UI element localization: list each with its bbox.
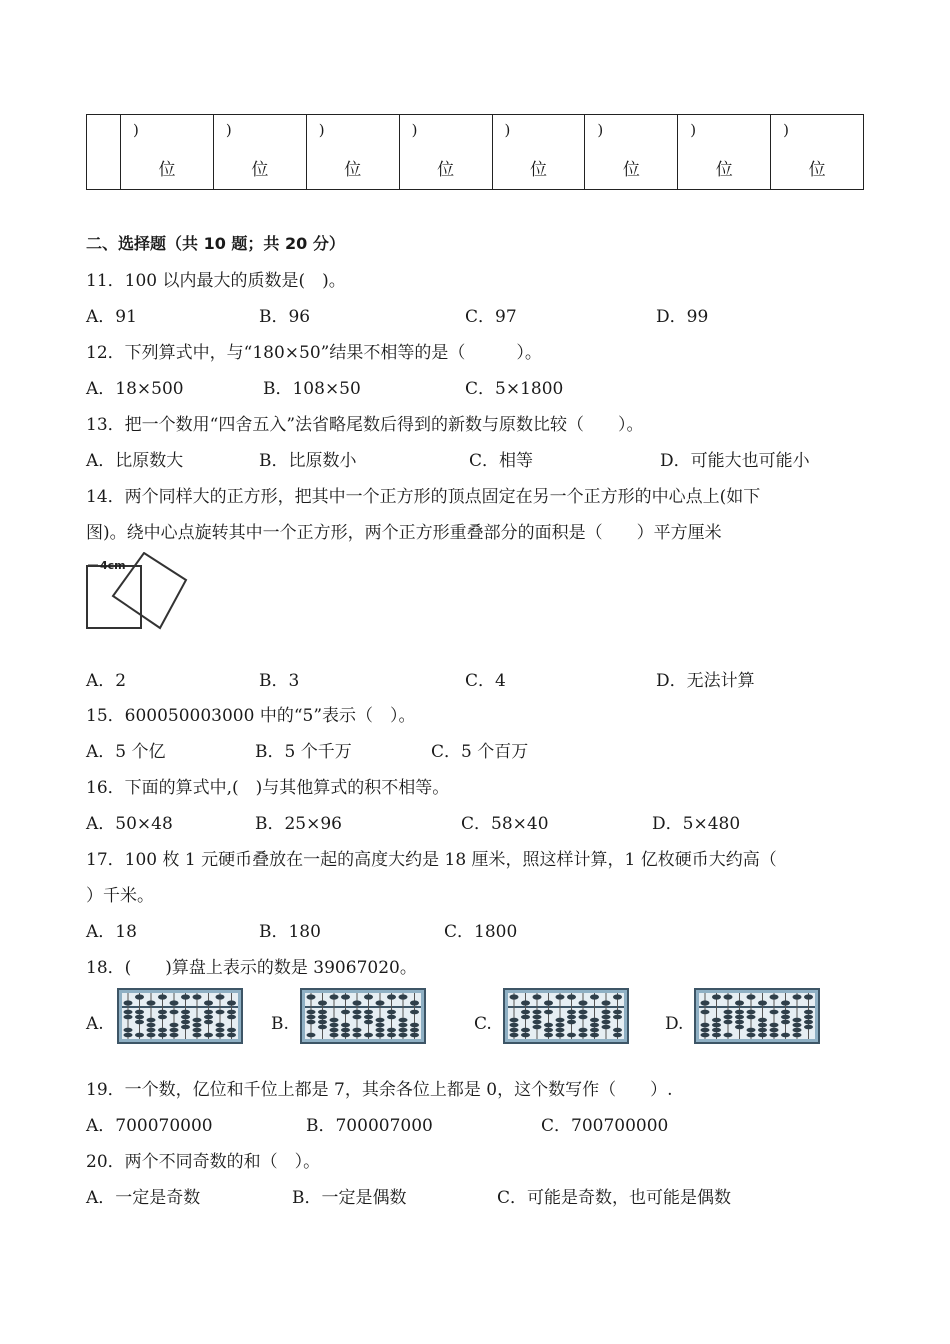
place-cell: ) 位 (492, 115, 585, 190)
abacus-lower-bead (376, 1033, 385, 1038)
question-19-stem: 19．一个数，亿位和千位上都是 7，其余各位上都是 0，这个数写作（ ）. (86, 1080, 673, 1100)
abacus-lower-bead (341, 1023, 350, 1028)
abacus-upper-bead (307, 994, 316, 999)
abacus-lower-bead (181, 1010, 190, 1015)
place-cell: ) 位 (678, 115, 771, 190)
place-value-table (86, 114, 864, 190)
abacus-lower-bead (701, 1010, 710, 1015)
abacus-lower-bead (364, 1033, 373, 1038)
abacus-upper-bead (510, 994, 519, 999)
abacus-lower-bead (318, 1020, 327, 1025)
q17-option-b: B．180 (259, 922, 321, 942)
abacus-upper-bead (735, 1000, 744, 1005)
abacus-lower-bead (747, 1015, 756, 1020)
question-14-stem-line-2: 图)。绕中心点旋转其中一个正方形，两个正方形重叠部分的面积是（ ）平方厘米 (86, 523, 722, 543)
abacus-lower-bead (701, 1028, 710, 1033)
abacus-lower-bead (227, 1033, 236, 1038)
q12-option-b: B．108×50 (263, 379, 361, 399)
question-14-stem-line-1: 14．两个同样大的正方形，把其中一个正方形的顶点固定在另一个正方形的中心点上(如下 (86, 487, 761, 507)
abacus-lower-bead (204, 1015, 213, 1020)
question-17-stem-line-2: ）千米。 (86, 886, 154, 906)
abacus-lower-bead (158, 1028, 167, 1033)
abacus-lower-bead (521, 1015, 530, 1020)
abacus-lower-bead (135, 1020, 144, 1025)
abacus-lower-bead (735, 1020, 744, 1025)
place-cell: ) 位 (771, 115, 864, 190)
abacus-lower-bead (158, 1015, 167, 1020)
abacus-lower-bead (613, 1028, 622, 1033)
abacus-lower-bead (556, 1018, 565, 1023)
abacus-lower-bead (135, 1015, 144, 1020)
abacus-upper-bead (712, 994, 721, 999)
abacus-upper-bead (135, 994, 144, 999)
abacus-lower-bead (158, 1010, 167, 1015)
q17-option-a: A．18 (86, 922, 137, 942)
q14-option-b: B．3 (259, 671, 300, 691)
abacus-lower-bead (170, 1033, 179, 1038)
q20-option-c: C．可能是奇数，也可能是偶数 (497, 1188, 732, 1208)
abacus-lower-bead (781, 1033, 790, 1038)
abacus-lower-bead (510, 1023, 519, 1028)
abacus-lower-bead (567, 1015, 576, 1020)
abacus-lower-bead (170, 1010, 179, 1015)
abacus-lower-bead (204, 1010, 213, 1015)
abacus-lower-bead (747, 1010, 756, 1015)
place-cell: ) 位 (213, 115, 306, 190)
abacus-lower-bead (781, 1015, 790, 1020)
abacus-lower-bead (410, 1028, 419, 1033)
abacus-lower-bead (544, 1023, 553, 1028)
abacus-lower-bead (216, 1023, 225, 1028)
abacus-lower-bead (712, 1023, 721, 1028)
abacus-lower-bead (712, 1028, 721, 1033)
abacus-upper-bead (793, 994, 802, 999)
abacus-lower-bead (747, 1028, 756, 1033)
abacus-lower-bead (712, 1018, 721, 1023)
abacus-lower-bead (318, 1015, 327, 1020)
abacus-lower-bead (724, 1015, 733, 1020)
abacus-lower-bead (770, 1033, 779, 1038)
abacus-lower-bead (602, 1020, 611, 1025)
abacus-lower-bead (533, 1010, 542, 1015)
abacus-upper-bead (770, 994, 779, 999)
q18-option-d: D. (665, 1014, 684, 1034)
abacus-lower-bead (376, 1028, 385, 1033)
abacus-upper-bead (544, 1000, 553, 1005)
question-12-stem: 12．下列算式中，与“180×50”结果不相等的是（ ）。 (86, 343, 542, 363)
q12-option-c: C．5×1800 (465, 379, 564, 399)
abacus-lower-bead (521, 1010, 530, 1015)
q20-option-b: B．一定是偶数 (292, 1188, 407, 1208)
abacus-lower-bead (579, 1015, 588, 1020)
abacus-lower-bead (793, 1033, 802, 1038)
abacus-lower-bead (399, 1033, 408, 1038)
abacus-lower-bead (135, 1033, 144, 1038)
abacus-lower-bead (353, 1033, 362, 1038)
abacus-lower-bead (793, 1023, 802, 1028)
abacus-lower-bead (227, 1010, 236, 1015)
abacus-lower-bead (330, 1023, 339, 1028)
question-11-stem: 11．100 以内最大的质数是( )。 (86, 271, 346, 291)
abacus-lower-bead (602, 1025, 611, 1030)
abacus-lower-bead (556, 1028, 565, 1033)
abacus-lower-bead (353, 1015, 362, 1020)
abacus-lower-bead (330, 1018, 339, 1023)
abacus-lower-bead (747, 1033, 756, 1038)
abacus-lower-bead (307, 1015, 316, 1020)
abacus-lower-bead (158, 1033, 167, 1038)
abacus-lower-bead (781, 1010, 790, 1015)
abacus-upper-bead (353, 1000, 362, 1005)
abacus-lower-bead (193, 1023, 202, 1028)
q16-option-b: B．25×96 (255, 814, 343, 834)
q15-option-b: B．5 个千万 (255, 742, 352, 762)
abacus-lower-bead (216, 1010, 225, 1015)
abacus-upper-bead (399, 994, 408, 999)
abacus-lower-bead (533, 1020, 542, 1025)
abacus-lower-bead (170, 1028, 179, 1033)
abacus-lower-bead (410, 1033, 419, 1038)
abacus-lower-bead (613, 1010, 622, 1015)
abacus-lower-bead (567, 1033, 576, 1038)
abacus-upper-bead (579, 1000, 588, 1005)
abacus-upper-bead (341, 994, 350, 999)
abacus-upper-bead (533, 994, 542, 999)
abacus-upper-bead (556, 994, 565, 999)
abacus-lower-bead (307, 1020, 316, 1025)
abacus-lower-bead (307, 1010, 316, 1015)
abacus-lower-bead (387, 1015, 396, 1020)
abacus-lower-bead (341, 1028, 350, 1033)
abacus-lower-bead (341, 1010, 350, 1015)
abacus-upper-bead (724, 994, 733, 999)
abacus-lower-bead (387, 1010, 396, 1015)
abacus-upper-bead (318, 1000, 327, 1005)
abacus-upper-bead (747, 994, 756, 999)
abacus-lower-bead (135, 1010, 144, 1015)
q20-option-a: A．一定是奇数 (86, 1188, 201, 1208)
abacus-lower-bead (124, 1010, 133, 1015)
abacus-upper-bead (590, 994, 599, 999)
q13-option-a: A．比原数大 (86, 451, 184, 471)
abacus-lower-bead (804, 1015, 813, 1020)
abacus-lower-bead (579, 1033, 588, 1038)
abacus-lower-bead (510, 1018, 519, 1023)
rotated-squares-figure (86, 552, 196, 636)
abacus-lower-bead (579, 1010, 588, 1015)
abacus-lower-bead (613, 1033, 622, 1038)
abacus-lower-bead (793, 1028, 802, 1033)
abacus-lower-bead (227, 1015, 236, 1020)
q15-option-a: A．5 个亿 (86, 742, 166, 762)
abacus-lower-bead (353, 1010, 362, 1015)
abacus-upper-bead (227, 1000, 236, 1005)
abacus-lower-bead (376, 1018, 385, 1023)
abacus-b-image (300, 988, 426, 1044)
abacus-lower-bead (318, 1025, 327, 1030)
abacus-lower-bead (227, 1028, 236, 1033)
abacus-lower-bead (216, 1028, 225, 1033)
abacus-lower-bead (147, 1033, 156, 1038)
abacus-lower-bead (758, 1028, 767, 1033)
abacus-upper-bead (193, 994, 202, 999)
abacus-upper-bead (330, 994, 339, 999)
q16-option-d: D．5×480 (652, 814, 741, 834)
abacus-lower-bead (590, 1028, 599, 1033)
abacus-lower-bead (781, 1020, 790, 1025)
abacus-upper-bead (701, 1000, 710, 1005)
abacus-lower-bead (399, 1028, 408, 1033)
place-cell: ) 位 (399, 115, 492, 190)
q19-option-a: A．700070000 (86, 1116, 213, 1136)
q11-option-c: C．97 (465, 307, 517, 327)
abacus-upper-bead (216, 994, 225, 999)
abacus-lower-bead (330, 1028, 339, 1033)
abacus-lower-bead (724, 1010, 733, 1015)
abacus-lower-bead (590, 1033, 599, 1038)
abacus-lower-bead (579, 1028, 588, 1033)
q18-option-b: B. (271, 1014, 289, 1034)
abacus-lower-bead (193, 1018, 202, 1023)
question-13-stem: 13．把一个数用“四舍五入”法省略尾数后得到的新数与原数比较（ ）。 (86, 415, 644, 435)
abacus-lower-bead (602, 1010, 611, 1015)
abacus-lower-bead (724, 1020, 733, 1025)
abacus-lower-bead (510, 1033, 519, 1038)
q18-option-a: A. (86, 1014, 104, 1034)
section-heading: 二、选择题（共 10 题；共 20 分） (86, 234, 345, 253)
abacus-lower-bead (556, 1023, 565, 1028)
q11-option-a: A．91 (86, 307, 137, 327)
abacus-lower-bead (567, 1010, 576, 1015)
abacus-upper-bead (204, 1000, 213, 1005)
q11-option-d: D．99 (656, 307, 709, 327)
abacus-lower-bead (353, 1028, 362, 1033)
place-table-blank-cell (87, 115, 121, 190)
abacus-lower-bead (613, 1015, 622, 1020)
abacus-upper-bead (613, 994, 622, 999)
q13-option-c: C．相等 (469, 451, 534, 471)
abacus-upper-bead (781, 1000, 790, 1005)
abacus-upper-bead (158, 994, 167, 999)
q14-option-d: D．无法计算 (656, 671, 755, 691)
abacus-lower-bead (216, 1033, 225, 1038)
abacus-lower-bead (147, 1028, 156, 1033)
abacus-lower-bead (204, 1020, 213, 1025)
abacus-lower-bead (735, 1010, 744, 1015)
abacus-lower-bead (724, 1033, 733, 1038)
abacus-lower-bead (399, 1018, 408, 1023)
place-cell: ) 位 (306, 115, 399, 190)
abacus-upper-bead (804, 994, 813, 999)
abacus-upper-bead (376, 1000, 385, 1005)
abacus-lower-bead (364, 1015, 373, 1020)
abacus-c-image (503, 988, 629, 1044)
abacus-lower-bead (399, 1023, 408, 1028)
abacus-lower-bead (544, 1033, 553, 1038)
abacus-a-image (117, 988, 243, 1044)
abacus-upper-bead (567, 994, 576, 999)
abacus-lower-bead (556, 1033, 565, 1038)
abacus-lower-bead (181, 1020, 190, 1025)
abacus-lower-bead (804, 1025, 813, 1030)
abacus-lower-bead (735, 1025, 744, 1030)
abacus-lower-bead (770, 1028, 779, 1033)
abacus-lower-bead (567, 1020, 576, 1025)
abacus-lower-bead (521, 1033, 530, 1038)
abacus-upper-bead (410, 1000, 419, 1005)
q11-option-b: B．96 (259, 307, 311, 327)
abacus-upper-bead (364, 994, 373, 999)
q13-option-d: D．可能大也可能小 (660, 451, 810, 471)
q13-option-b: B．比原数小 (259, 451, 357, 471)
abacus-lower-bead (376, 1023, 385, 1028)
place-cell: ) 位 (585, 115, 678, 190)
abacus-lower-bead (521, 1028, 530, 1033)
abacus-upper-bead (387, 994, 396, 999)
abacus-lower-bead (387, 1033, 396, 1038)
q14-option-a: A．2 (86, 671, 127, 691)
abacus-lower-bead (804, 1010, 813, 1015)
abacus-lower-bead (712, 1033, 721, 1038)
abacus-upper-bead (147, 1000, 156, 1005)
q16-option-a: A．50×48 (86, 814, 173, 834)
abacus-lower-bead (602, 1015, 611, 1020)
abacus-lower-bead (701, 1033, 710, 1038)
question-18-stem: 18．( )算盘上表示的数是 39067020。 (86, 958, 417, 978)
abacus-lower-bead (330, 1033, 339, 1038)
abacus-lower-bead (533, 1015, 542, 1020)
q15-option-c: C．5 个百万 (431, 742, 529, 762)
abacus-lower-bead (204, 1033, 213, 1038)
abacus-lower-bead (770, 1010, 779, 1015)
abacus-lower-bead (341, 1033, 350, 1038)
abacus-lower-bead (544, 1010, 553, 1015)
abacus-lower-bead (544, 1028, 553, 1033)
q12-option-a: A．18×500 (86, 379, 184, 399)
abacus-lower-bead (124, 1015, 133, 1020)
abacus-lower-bead (181, 1015, 190, 1020)
q17-option-c: C．1800 (444, 922, 518, 942)
abacus-lower-bead (793, 1018, 802, 1023)
abacus-lower-bead (170, 1023, 179, 1028)
question-15-stem: 15．600050003000 中的“5”表示（ ）。 (86, 706, 416, 726)
q18-option-c: C. (474, 1014, 492, 1034)
dimension-label: 4cm (100, 559, 126, 572)
abacus-lower-bead (193, 1033, 202, 1038)
abacus-lower-bead (701, 1023, 710, 1028)
abacus-lower-bead (147, 1018, 156, 1023)
abacus-lower-bead (364, 1010, 373, 1015)
abacus-lower-bead (410, 1010, 419, 1015)
abacus-lower-bead (307, 1033, 316, 1038)
q16-option-c: C．58×40 (461, 814, 549, 834)
q14-option-c: C．4 (465, 671, 506, 691)
abacus-upper-bead (602, 1000, 611, 1005)
abacus-lower-bead (590, 1023, 599, 1028)
abacus-lower-bead (533, 1025, 542, 1030)
abacus-d-image (694, 988, 820, 1044)
abacus-lower-bead (124, 1028, 133, 1033)
question-16-stem: 16．下面的算式中,( )与其他算式的积不相等。 (86, 778, 450, 798)
abacus-lower-bead (147, 1023, 156, 1028)
abacus-lower-bead (387, 1028, 396, 1033)
abacus-upper-bead (758, 1000, 767, 1005)
abacus-lower-bead (735, 1015, 744, 1020)
abacus-lower-bead (124, 1033, 133, 1038)
abacus-lower-bead (758, 1023, 767, 1028)
place-cell: ) 位 (121, 115, 214, 190)
abacus-upper-bead (170, 1000, 179, 1005)
q19-option-c: C．700700000 (541, 1116, 669, 1136)
abacus-lower-bead (410, 1023, 419, 1028)
question-20-stem: 20．两个不同奇数的和（ ）。 (86, 1152, 321, 1172)
abacus-lower-bead (770, 1023, 779, 1028)
abacus-lower-bead (758, 1033, 767, 1038)
abacus-lower-bead (804, 1020, 813, 1025)
abacus-upper-bead (124, 1000, 133, 1005)
abacus-lower-bead (758, 1018, 767, 1023)
q19-option-b: B．700007000 (306, 1116, 433, 1136)
abacus-lower-bead (181, 1025, 190, 1030)
abacus-lower-bead (318, 1010, 327, 1015)
abacus-lower-bead (193, 1028, 202, 1033)
abacus-lower-bead (590, 1018, 599, 1023)
abacus-upper-bead (521, 1000, 530, 1005)
abacus-lower-bead (364, 1020, 373, 1025)
abacus-upper-bead (181, 994, 190, 999)
question-17-stem-line-1: 17．100 枚 1 元硬币叠放在一起的高度大约是 18 厘米，照这样计算，1 亿枚硬币大约高（ (86, 850, 777, 870)
abacus-lower-bead (510, 1028, 519, 1033)
